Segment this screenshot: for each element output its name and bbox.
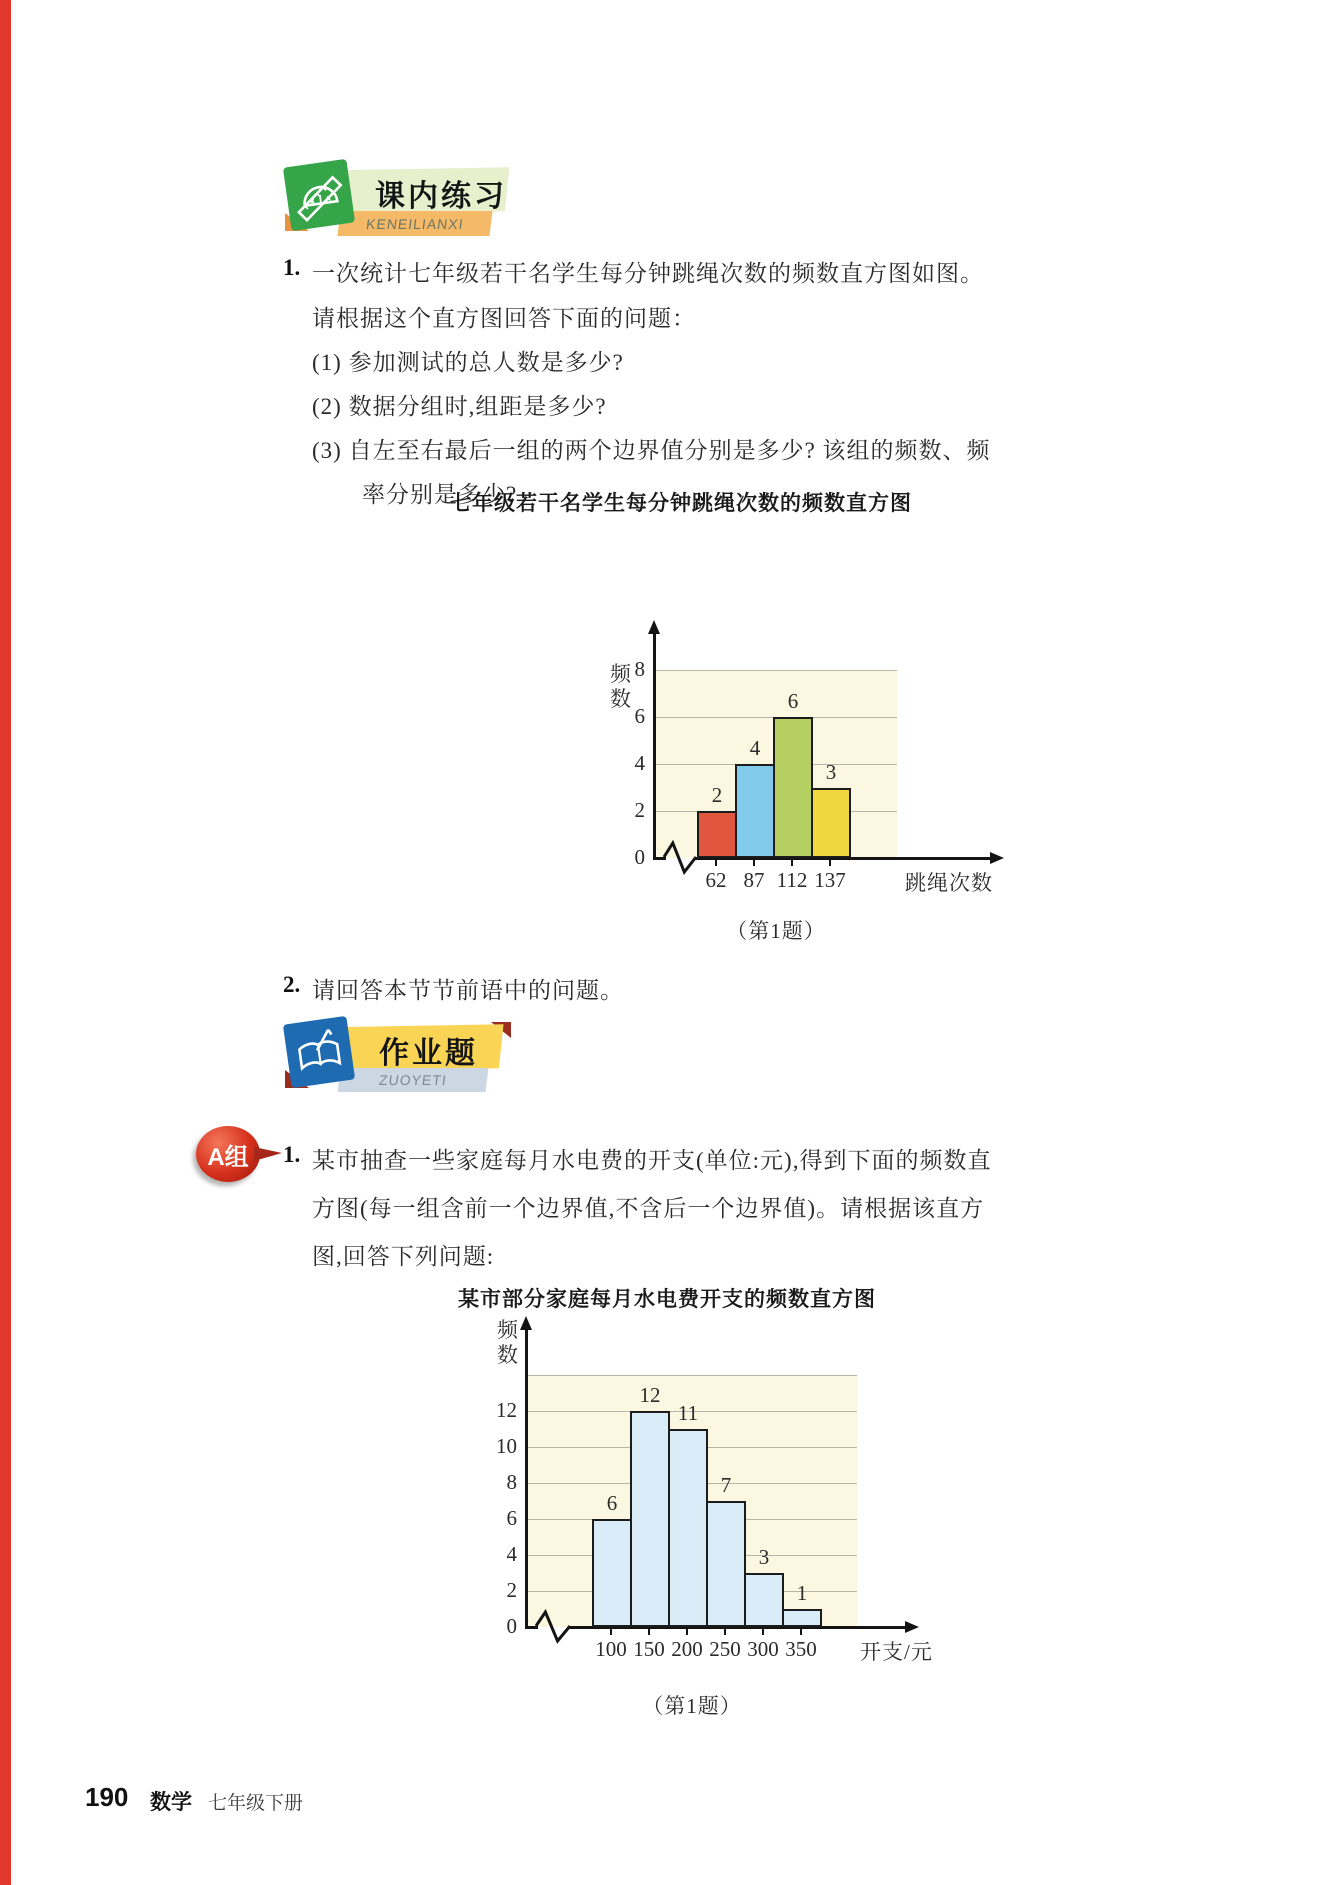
problem-line: 某市抽查一些家庭每月水电费的开支(单位:元),得到下面的频数直 — [312, 1148, 992, 1173]
y-axis-label: 频数 — [610, 662, 631, 711]
x-axis-arrow-icon — [905, 1621, 919, 1633]
bar — [782, 1609, 822, 1627]
x-tick — [762, 1628, 764, 1635]
chart-title: 某市部分家庭每月水电费开支的频数直方图 — [458, 1288, 876, 1311]
book-pencil-icon — [290, 1023, 349, 1082]
x-tick-label: 112 — [776, 868, 808, 892]
problem-line: 一次统计七年级若干名学生每分钟跳绳次数的频数直方图如图。 — [312, 261, 984, 286]
bar — [735, 764, 775, 858]
x-axis-arrow-icon — [990, 852, 1004, 864]
badge-title: 课内练习 — [375, 180, 507, 213]
x-tick — [791, 859, 793, 866]
x-tick-label: 250 — [709, 1637, 741, 1661]
bar-value-label: 6 — [606, 1491, 618, 1515]
x-tick-label: 350 — [785, 1637, 817, 1661]
bar-value-label: 11 — [677, 1401, 699, 1425]
x-tick — [724, 1628, 726, 1635]
problem-line: 方图(每一组含前一个边界值,不含后一个边界值)。请根据该直方 — [312, 1196, 985, 1221]
bar-value-label: 2 — [711, 783, 723, 807]
x-tick — [715, 859, 717, 866]
protractor-ruler-icon — [290, 166, 349, 225]
problem-line: 请根据这个直方图回答下面的问题： — [312, 306, 696, 331]
y-tick-label: 2 — [506, 1578, 517, 1602]
y-axis — [653, 632, 656, 859]
page-number: 190 — [85, 1782, 129, 1812]
x-tick-label: 300 — [747, 1637, 779, 1661]
book-pencil-icon — [283, 1016, 355, 1088]
x-tick — [753, 859, 755, 866]
footer-subject: 数学 — [150, 1791, 192, 1814]
y-tick-label: 12 — [496, 1398, 517, 1422]
bar-value-label: 7 — [720, 1473, 732, 1497]
protractor-ruler-icon — [283, 159, 355, 231]
bar-value-label: 12 — [639, 1383, 661, 1407]
plot-area — [440, 478, 1080, 948]
x-tick — [648, 1628, 650, 1635]
x-tick-label: 100 — [595, 1637, 627, 1661]
page-edge-strip — [0, 0, 11, 1885]
badge-subtitle: KENEILIANXI — [365, 215, 465, 232]
y-axis — [525, 1328, 528, 1628]
bar-value-label: 3 — [758, 1545, 770, 1569]
bar — [773, 717, 813, 858]
y-tick-label: 8 — [506, 1470, 517, 1494]
badge-title: 作业题 — [379, 1037, 478, 1070]
x-tick — [800, 1628, 802, 1635]
bar — [697, 811, 737, 858]
bar-value-label: 6 — [787, 689, 799, 713]
footer-volume: 七年级下册 — [208, 1793, 304, 1814]
x-tick-label: 150 — [633, 1637, 665, 1661]
x-tick-label: 200 — [671, 1637, 703, 1661]
axis-break-icon — [534, 1605, 572, 1649]
x-axis-label: 跳绳次数 — [905, 871, 993, 895]
bar — [630, 1411, 670, 1627]
problem-number: 2. — [283, 972, 301, 997]
bar-value-label: 1 — [796, 1581, 808, 1605]
histogram-utility-expense — [380, 1270, 1020, 1740]
y-tick-label: 4 — [634, 751, 645, 775]
y-axis-label: 频数 — [497, 1318, 518, 1367]
x-tick-label: 137 — [814, 868, 846, 892]
x-tick — [610, 1628, 612, 1635]
problem-line: 请回答本节节前语中的问题。 — [312, 978, 624, 1003]
y-tick-label: 2 — [634, 798, 645, 822]
problem-number: 1. — [283, 255, 301, 280]
problem-line: 图,回答下列问题: — [312, 1244, 495, 1269]
problem-line: (3) 自左至右最后一组的两个边界值分别是多少? 该组的频数、频 — [312, 438, 991, 463]
bar — [592, 1519, 632, 1627]
group-a-badge — [196, 1126, 280, 1190]
y-tick-label: 8 — [634, 657, 645, 681]
bar-value-label: 3 — [825, 759, 837, 784]
grid-line — [655, 670, 897, 671]
x-axis-label: 开支/元 — [860, 1640, 933, 1664]
y-tick-label: 6 — [634, 704, 645, 728]
y-tick-label: 0 — [506, 1614, 517, 1638]
bar-value-label: 4 — [749, 736, 761, 760]
grid-line — [527, 1375, 857, 1376]
problem-line: 率分别是多少? — [362, 482, 518, 507]
y-axis-arrow-icon — [648, 620, 660, 634]
problem-line: (1) 参加测试的总人数是多少? — [312, 350, 624, 375]
group-a-label: A组 — [207, 1143, 249, 1171]
chart-caption: （第1题） — [642, 1694, 742, 1718]
y-tick-label: 0 — [634, 845, 645, 869]
y-tick-label: 4 — [506, 1542, 517, 1566]
bar — [668, 1429, 708, 1627]
chart-caption: （第1题） — [726, 919, 826, 943]
group-a-blob — [196, 1126, 260, 1182]
problem-number: 1. — [283, 1142, 301, 1167]
histogram-jump-rope — [440, 478, 1080, 948]
page-footer — [0, 1782, 1332, 1812]
y-tick-label: 6 — [506, 1506, 517, 1530]
badge-subtitle: ZUOYETI — [378, 1072, 448, 1088]
section-badge-zuoyeti — [283, 1020, 523, 1100]
bar — [811, 788, 851, 859]
y-tick-label: 10 — [496, 1434, 517, 1458]
chart-title: 七年级若干名学生每分钟跳绳次数的频数直方图 — [450, 492, 912, 515]
x-tick-label: 62 — [705, 868, 727, 892]
problem-line: (2) 数据分组时,组距是多少? — [312, 394, 607, 419]
y-axis-arrow-icon — [520, 1316, 532, 1330]
x-tick — [686, 1628, 688, 1635]
section-badge-keneilianxi — [283, 163, 523, 243]
x-tick-label: 87 — [743, 868, 765, 892]
x-tick — [829, 859, 831, 866]
plot-area — [380, 1270, 1020, 1740]
